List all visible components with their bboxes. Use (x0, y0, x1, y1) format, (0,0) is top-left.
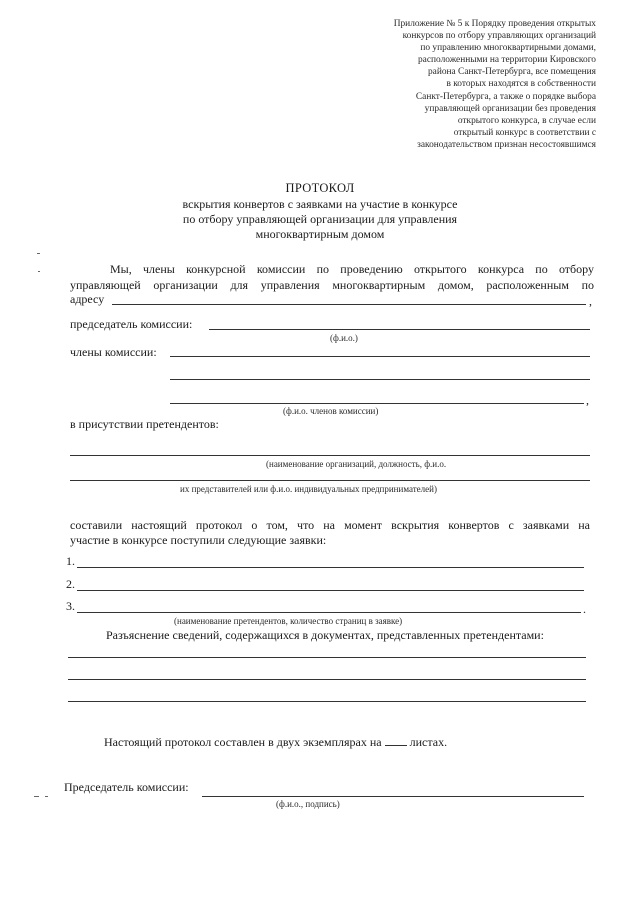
scan-mark (37, 253, 40, 254)
chairman-label: председатель комиссии: (70, 317, 193, 331)
appendix-line: открытого конкурса, в случае если (457, 115, 596, 126)
address-field[interactable] (112, 304, 586, 305)
copies-sheets-field[interactable] (385, 735, 407, 746)
compiled-line-2: участие в конкурсе поступили следующие заявки: (70, 533, 327, 547)
presence-label: в присутствии претендентов: (70, 417, 219, 431)
subtitle-line: вскрытия конвертов с заявками на участие в конкурсе (182, 197, 458, 211)
appendix-line: Санкт-Петербурга, а также о порядке выбора (415, 91, 596, 102)
application-field-2[interactable] (77, 590, 584, 591)
members-caption: (ф.и.о. членов комиссии) (283, 406, 379, 416)
scan-mark (38, 271, 40, 272)
copies-statement (104, 735, 447, 750)
chairman-caption: (ф.и.о.) (330, 333, 358, 343)
presence-field-2[interactable] (70, 480, 590, 481)
application-number: 2. (66, 577, 75, 591)
clarification-field-1[interactable] (68, 657, 586, 658)
scan-mark (34, 796, 39, 797)
application-number: 3. (66, 599, 75, 613)
appendix-line: Приложение № 5 к Порядку проведения открытых (393, 19, 596, 29)
application-number: 1. (66, 554, 75, 568)
comma: . (583, 602, 586, 616)
signature-label: Председатель комиссии: (64, 780, 189, 794)
appendix-line: управляющей организации без проведения (424, 103, 596, 114)
signature-caption: (ф.и.о., подпись) (276, 799, 340, 809)
appendix-line: района Санкт-Петербурга, все помещения (427, 67, 596, 78)
document-title: ПРОТОКОЛ (285, 181, 355, 195)
intro-line-1: Мы, члены конкурсной комиссии по проведению открытого конкурса по отбору (110, 262, 594, 276)
appendix-line: конкурсов по отбору управляющих организаций (402, 31, 596, 42)
comma: , (589, 294, 592, 308)
comma: , (586, 393, 589, 407)
clarification-field-3[interactable] (68, 701, 586, 702)
address-label: адресу (70, 292, 105, 306)
application-field-1[interactable] (77, 567, 584, 568)
signature-field[interactable] (202, 796, 584, 797)
appendix-line: открытый конкурс в соответствии с (453, 127, 596, 138)
member-field-2[interactable] (170, 379, 590, 380)
subtitle-line: по отбору управляющей организации для управления (182, 212, 458, 226)
subtitle-line: многоквартирным домом (255, 227, 385, 241)
appendix-line: в которых находятся в собственности (446, 79, 596, 90)
scan-mark (45, 796, 48, 797)
applications-caption: (наименование претендентов, количество страниц в заявке) (174, 616, 403, 626)
presence-caption-2: их представителей или ф.и.о. индивидуальных предпринимателей) (180, 484, 437, 494)
copies-text-end: листах. (409, 735, 448, 749)
member-field-1[interactable] (170, 356, 590, 357)
application-field-3[interactable] (77, 612, 581, 613)
members-label: члены комиссии: (70, 345, 157, 359)
appendix-line: расположенными на территории Кировского (417, 55, 596, 66)
member-field-3[interactable] (170, 403, 584, 404)
appendix-note (394, 18, 596, 151)
chairman-field[interactable] (209, 329, 590, 330)
appendix-line: законодательством признан несостоявшимся (417, 139, 596, 150)
presence-field-1[interactable] (70, 455, 590, 456)
appendix-line: по управлению многоквартирными домами, (420, 43, 596, 54)
intro-line-2: управляющей организации для управления многоквартирным домом, расположенным по (70, 278, 594, 292)
compiled-line-1: составили настоящий протокол о том, что на момент вскрытия конвертов с заявками на (70, 518, 590, 532)
presence-caption-1: (наименование организаций, должность, ф.и.о. (266, 459, 447, 469)
copies-text: Настоящий протокол составлен в двух экземплярах на (104, 735, 382, 749)
clarification-field-2[interactable] (68, 679, 586, 680)
clarification-label: Разъяснение сведений, содержащихся в документах, представленных претендентами: (106, 628, 544, 642)
